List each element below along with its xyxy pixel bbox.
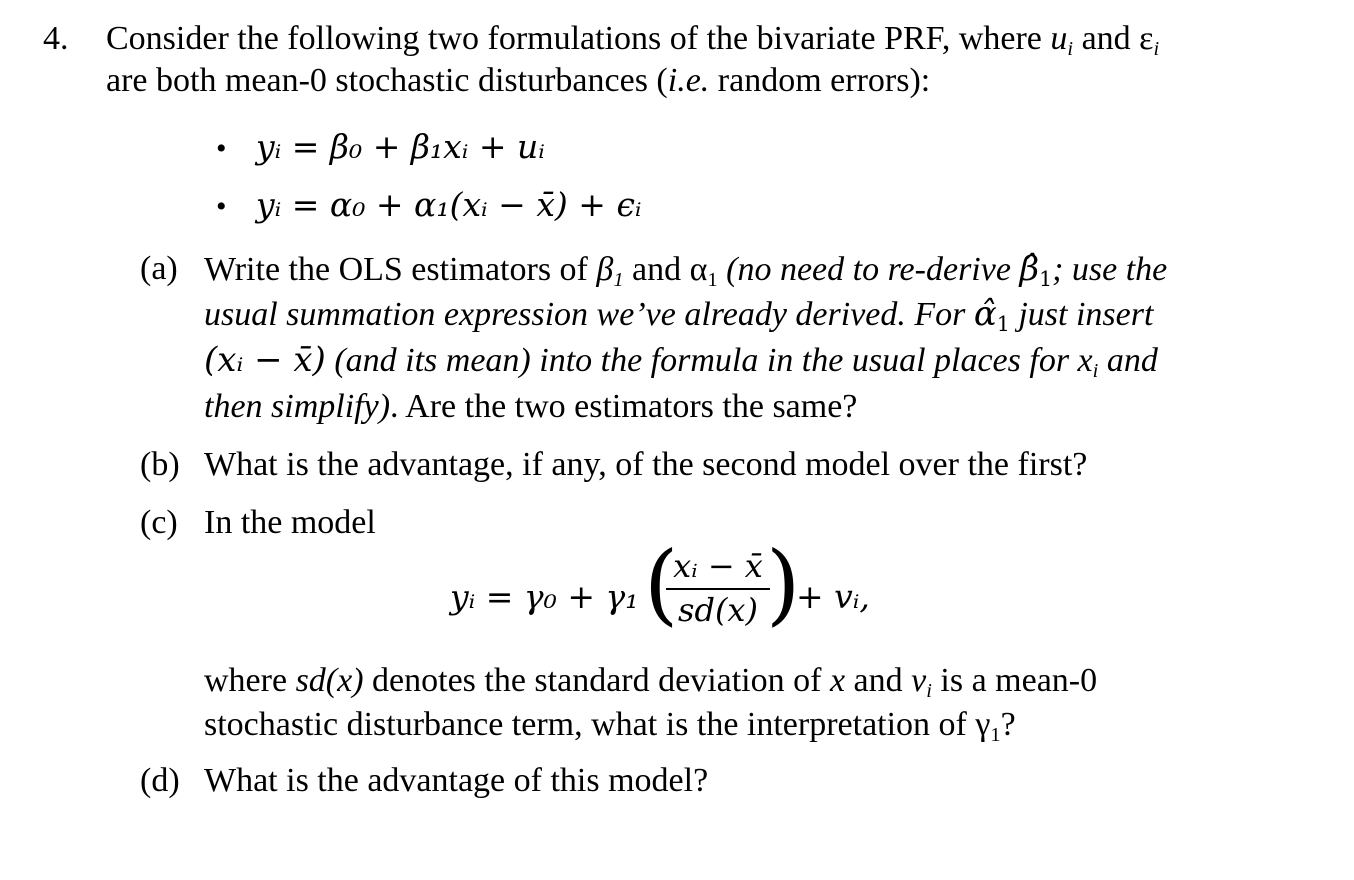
- part-d-text: What is the advantage of this model?: [204, 762, 709, 799]
- part-d-label: (d): [140, 762, 180, 799]
- part-a-line-2: usual summation expression we’ve already derived. For $\alphâ_1$ just insert: [204, 294, 1154, 337]
- fraction-numerator: xᵢ − x̄: [673, 547, 763, 585]
- bullet-1-icon: •: [216, 132, 227, 165]
- question-text: Consider the following two formulations of the bivariate PRF, where: [106, 20, 1051, 57]
- ie-text: i.e.: [667, 62, 710, 99]
- part-c-text: In the model: [204, 504, 376, 541]
- equation-rhs: + vᵢ,: [796, 577, 870, 616]
- part-a-label: (a): [140, 250, 178, 287]
- standardized-fraction: [666, 547, 770, 629]
- equation-lhs: yᵢ = γ₀ + γ₁: [450, 577, 639, 616]
- part-a-line-4: then simplify). Are the two estimators the same?: [204, 388, 858, 425]
- bullet-2-icon: •: [216, 190, 227, 223]
- question-line-1: [106, 20, 1160, 61]
- question-line-2: [106, 64, 930, 98]
- part-c-label: (c): [140, 504, 178, 541]
- epsilon-symbol: $\varepsilon_i$: [1139, 20, 1160, 61]
- model-2-equation: yᵢ = α₀ + α₁(xᵢ − x̄) + ϵᵢ: [256, 185, 642, 224]
- question-text: are both mean-0 stochastic disturbances (: [106, 62, 668, 99]
- question-text: random errors):: [709, 62, 931, 99]
- part-b-text: What is the advantage, if any, of the second model over the first?: [204, 446, 1088, 483]
- u-symbol: $u_i$: [1050, 20, 1074, 61]
- model-1-equation: yᵢ = β₀ + β₁xᵢ + uᵢ: [256, 127, 545, 166]
- part-a-line-3: (xᵢ − x̄) (and its mean) into the formula in the usual places for $x_i$ and: [204, 340, 1158, 383]
- fraction-bar: [666, 588, 770, 590]
- alpha-hat-symbol: $\alphâ_1$: [973, 294, 1010, 337]
- question-text: and: [1073, 20, 1140, 57]
- part-c-where-line-1: where sd(x) denotes the standard deviation of x and $v_i$ is a mean-0: [204, 662, 1098, 703]
- fraction-denominator: sd(x): [678, 591, 758, 629]
- beta-symbol: $\beta_1$: [596, 251, 624, 292]
- question-number: 4.: [43, 20, 69, 57]
- right-paren: ): [766, 532, 801, 635]
- part-a-line-1: Write the OLS estimators of $\beta_1$ and $\alpha_1$ (no need to re-derive $\betâ_1$; use the: [204, 249, 1168, 292]
- part-c-where-line-2: stochastic disturbance term, what is the interpretation of $\gamma_1$?: [204, 706, 1016, 747]
- left-paren: (: [644, 532, 679, 635]
- beta-hat-symbol: $\betâ_1$: [1019, 249, 1053, 292]
- part-b-label: (b): [140, 446, 180, 483]
- centered-x-term: (xᵢ − x̄): [204, 340, 326, 380]
